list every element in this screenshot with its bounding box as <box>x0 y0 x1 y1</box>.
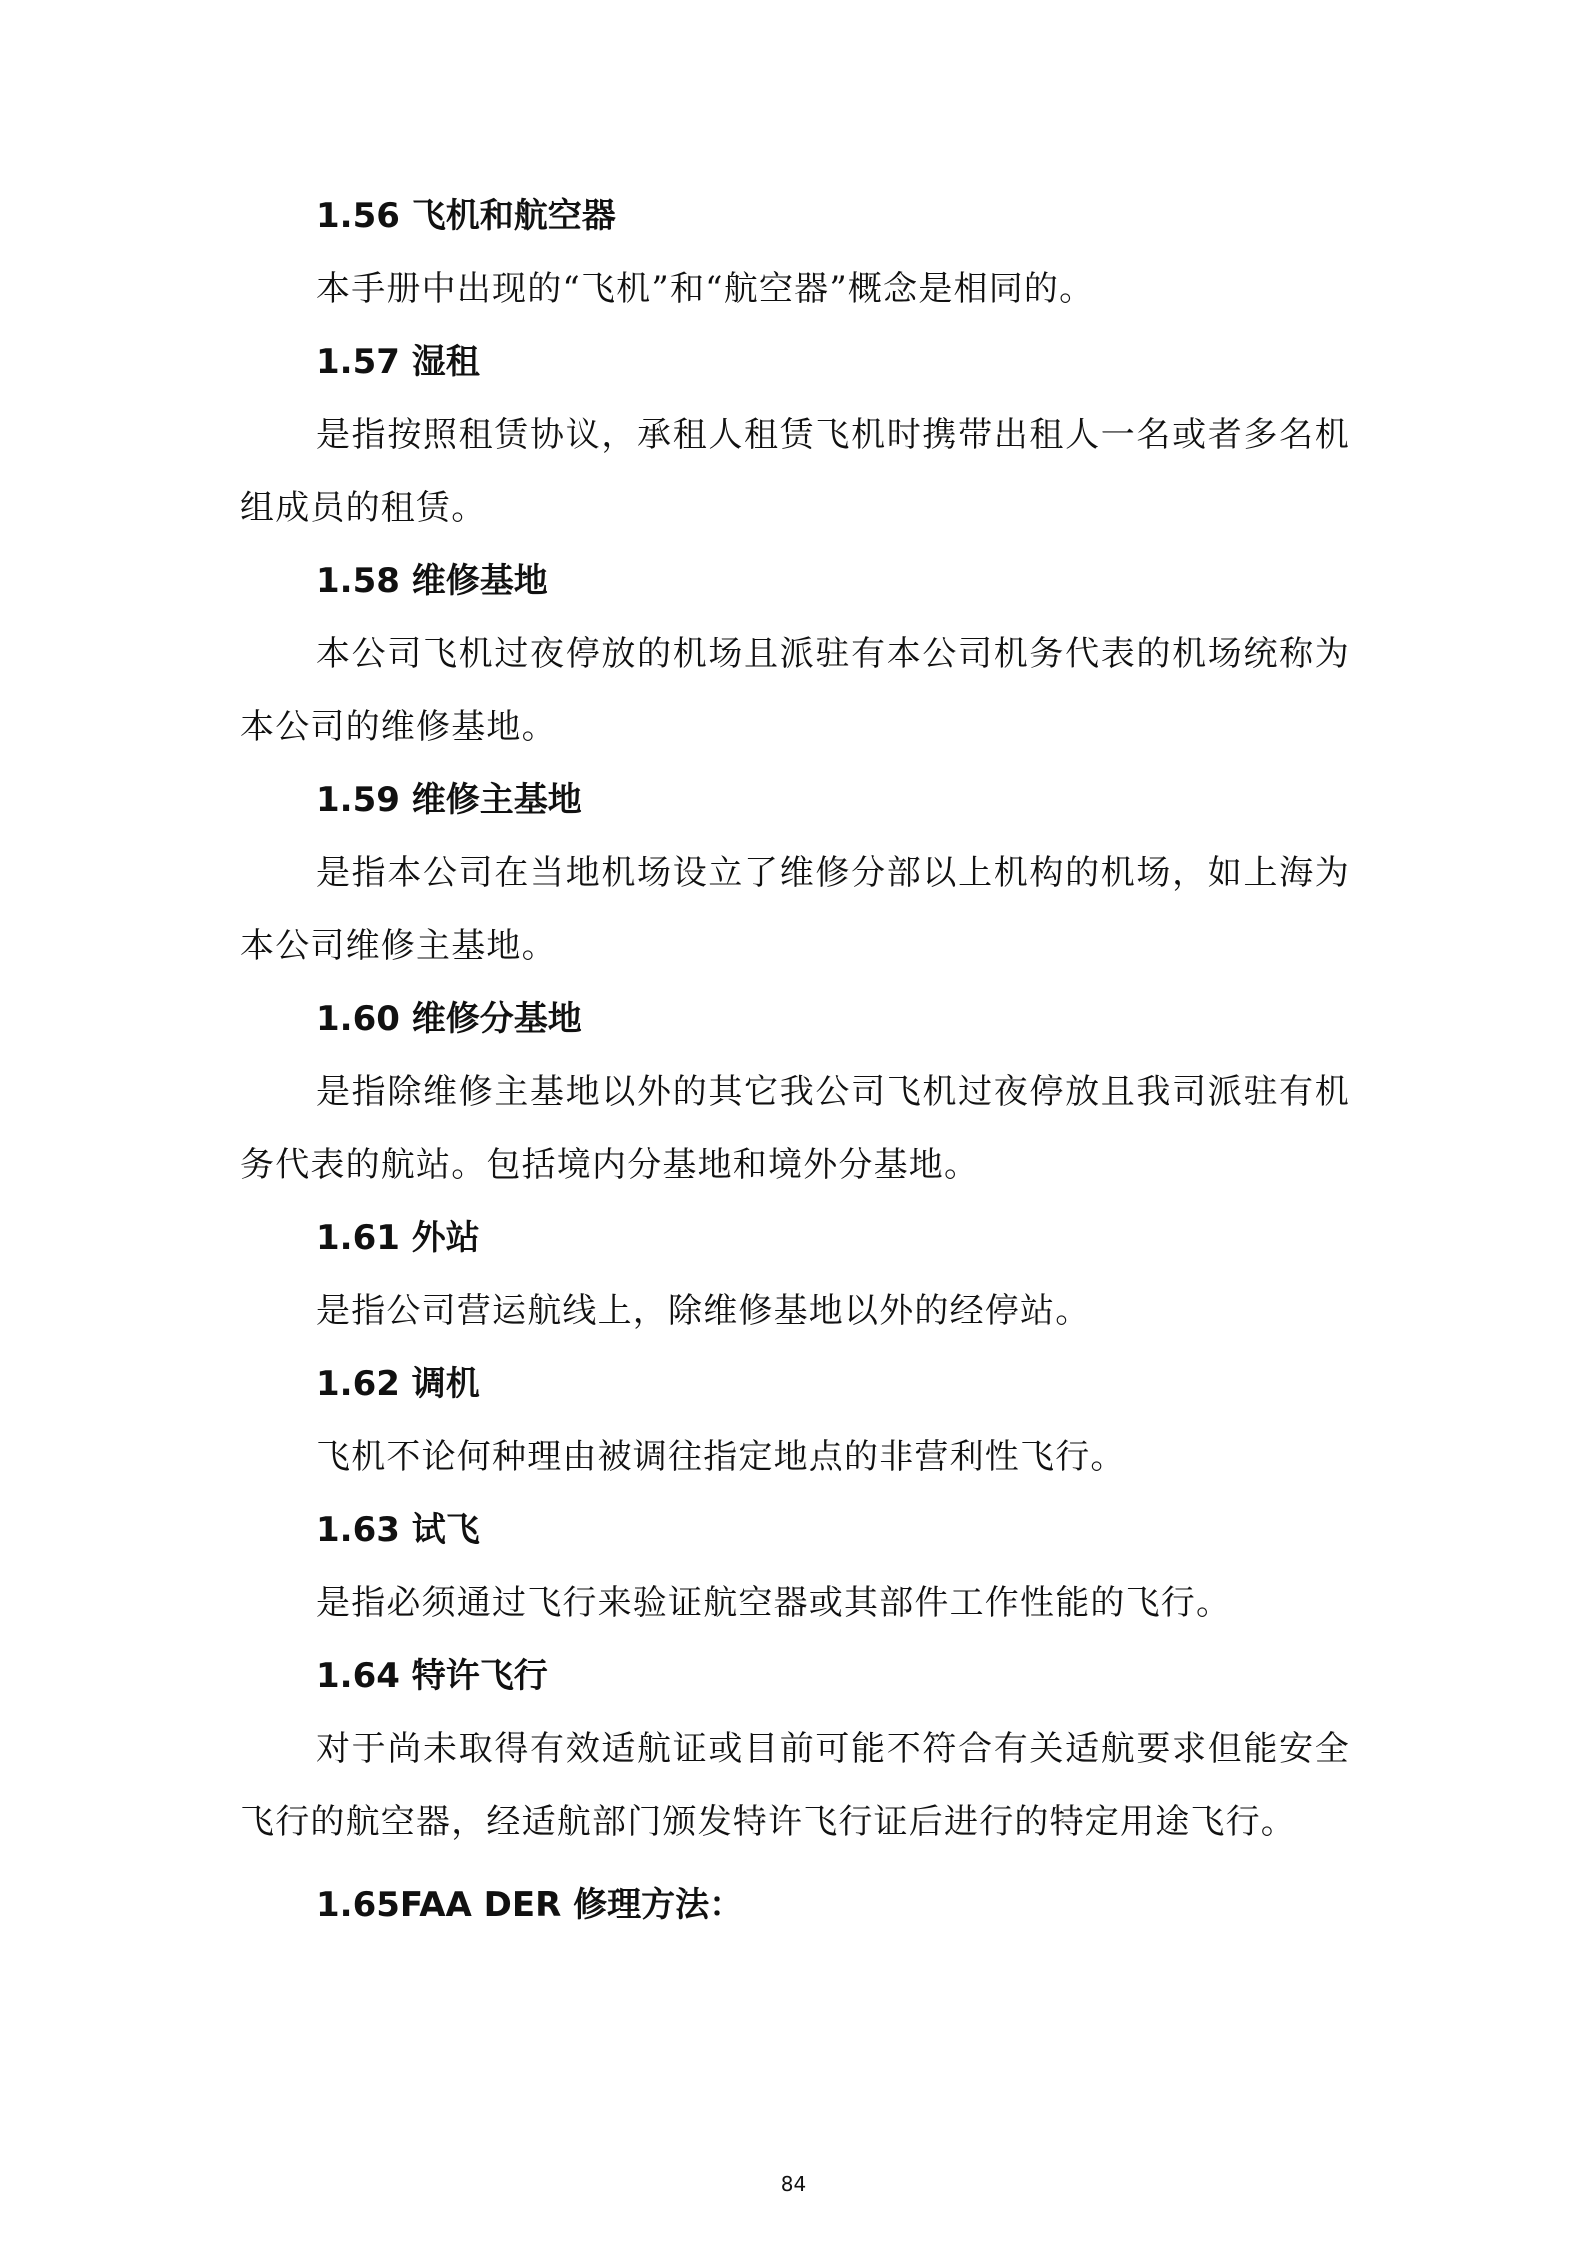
section-heading: 1.57 湿租 <box>316 342 480 382</box>
section-heading: 1.59 维修主基地 <box>316 780 582 820</box>
section-body: 本公司飞机过夜停放的机场且派驻有本公司机务代表的机场统称为本公司的维修基地。 <box>240 634 1350 747</box>
section-heading-last: 1.65FAA DER 修理方法： <box>316 1885 744 1925</box>
section-heading: 1.60 维修分基地 <box>316 999 582 1039</box>
section-body: 是指除维修主基地以外的其它我公司飞机过夜停放且我司派驻有机务代表的航站。包括境内分基地和境外分基地。 <box>240 1072 1350 1185</box>
section-body: 对于尚未取得有效适航证或目前可能不符合有关适航要求但能安全飞行的航空器，经适航部门颁发特许飞行证后进行的特定用途飞行。 <box>240 1729 1350 1842</box>
section-heading: 1.61 外站 <box>316 1218 480 1258</box>
section-body: 是指按照租赁协议，承租人租赁飞机时携带出租人一名或者多名机组成员的租赁。 <box>240 415 1350 528</box>
section-heading: 1.62 调机 <box>316 1364 480 1404</box>
section-heading: 1.64 特许飞行 <box>316 1656 548 1696</box>
section-body: 飞机不论何种理由被调往指定地点的非营利性飞行。 <box>316 1437 1126 1477</box>
section-body: 本手册中出现的“飞机”和“航空器”概念是相同的。 <box>316 269 1095 309</box>
section-heading: 1.56 飞机和航空器 <box>316 196 616 236</box>
page-content <box>240 180 1350 1942</box>
section-body: 是指公司营运航线上，除维修基地以外的经停站。 <box>316 1291 1091 1331</box>
page-number: 84 <box>780 2172 807 2196</box>
section-heading: 1.63 试飞 <box>316 1510 480 1550</box>
section-heading: 1.58 维修基地 <box>316 561 548 601</box>
section-body: 是指必须通过飞行来验证航空器或其部件工作性能的飞行。 <box>316 1583 1232 1623</box>
section-body: 是指本公司在当地机场设立了维修分部以上机构的机场，如上海为本公司维修主基地。 <box>240 853 1350 966</box>
